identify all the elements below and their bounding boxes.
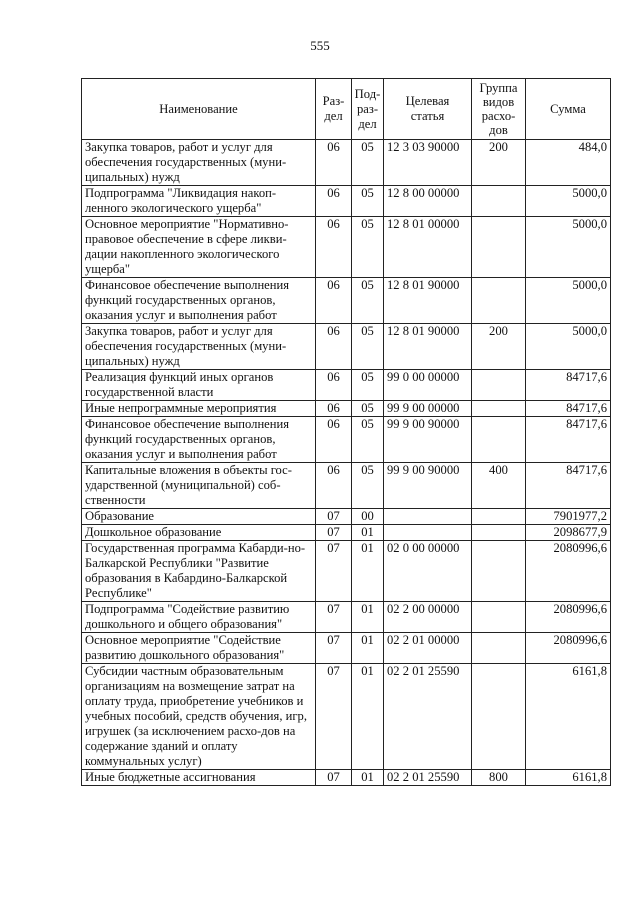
cell-razdel: 06 (316, 463, 352, 509)
cell-podrazdel: 05 (352, 278, 384, 324)
cell-name: Основное мероприятие "Содействие развитию дошкольного образования" (82, 633, 316, 664)
cell-name: Подпрограмма "Содействие развитию дошкольного и общего образования" (82, 602, 316, 633)
cell-name: Государственная программа Кабарди-но-Балкарской Республики "Развитие образования в Кабардино-Балкарской Республике" (82, 541, 316, 602)
table-row (82, 217, 611, 278)
cell-sum: 484,0 (526, 140, 611, 186)
table-row (82, 525, 611, 541)
cell-group (472, 509, 526, 525)
cell-target: 99 9 00 90000 (384, 417, 472, 463)
cell-name: Реализация функций иных органов государственной власти (82, 370, 316, 401)
cell-podrazdel: 01 (352, 664, 384, 770)
cell-sum: 2080996,6 (526, 602, 611, 633)
cell-sum: 5000,0 (526, 217, 611, 278)
cell-razdel: 06 (316, 140, 352, 186)
cell-podrazdel: 05 (352, 140, 384, 186)
table-row (82, 278, 611, 324)
header-group: Группа видов расхо- дов (472, 79, 526, 140)
cell-sum: 84717,6 (526, 417, 611, 463)
cell-name: Иные бюджетные ассигнования (82, 770, 316, 786)
cell-group (472, 278, 526, 324)
cell-target: 12 8 00 00000 (384, 186, 472, 217)
cell-podrazdel: 01 (352, 541, 384, 602)
table-row (82, 324, 611, 370)
cell-podrazdel: 05 (352, 417, 384, 463)
cell-podrazdel: 05 (352, 463, 384, 509)
table-row (82, 602, 611, 633)
cell-razdel: 07 (316, 770, 352, 786)
cell-razdel: 06 (316, 417, 352, 463)
cell-target: 12 3 03 90000 (384, 140, 472, 186)
header-razdel: Раз- дел (316, 79, 352, 140)
cell-name: Финансовое обеспечение выполнения функций государственных органов, оказания услуг и выполнения работ (82, 417, 316, 463)
header-podrazdel: Под- раз- дел (352, 79, 384, 140)
cell-name: Финансовое обеспечение выполнения функций государственных органов, оказания услуг и выполнения работ (82, 278, 316, 324)
table-row (82, 664, 611, 770)
cell-sum: 5000,0 (526, 324, 611, 370)
cell-name: Закупка товаров, работ и услуг для обеспечения государственных (муни-ципальных) нужд (82, 324, 316, 370)
cell-group (472, 401, 526, 417)
table-row (82, 770, 611, 786)
cell-sum: 5000,0 (526, 186, 611, 217)
cell-target: 02 2 01 25590 (384, 664, 472, 770)
cell-podrazdel: 05 (352, 186, 384, 217)
cell-sum: 84717,6 (526, 370, 611, 401)
cell-podrazdel: 00 (352, 509, 384, 525)
cell-razdel: 07 (316, 633, 352, 664)
cell-razdel: 06 (316, 401, 352, 417)
table-row (82, 401, 611, 417)
cell-razdel: 07 (316, 602, 352, 633)
cell-name: Закупка товаров, работ и услуг для обеспечения государственных (муни-ципальных) нужд (82, 140, 316, 186)
table-row (82, 417, 611, 463)
cell-target (384, 509, 472, 525)
cell-group (472, 186, 526, 217)
cell-group (472, 541, 526, 602)
budget-table (81, 78, 611, 786)
cell-name: Субсидии частным образовательным организациям на возмещение затрат на оплату труда, приобретение учебников и учебных пособий, средств обучения, игр, игрушек (за исключением расхо-дов на содержание зданий и оплату коммунальных услуг) (82, 664, 316, 770)
cell-sum: 2080996,6 (526, 541, 611, 602)
cell-podrazdel: 05 (352, 370, 384, 401)
cell-group (472, 525, 526, 541)
cell-razdel: 06 (316, 370, 352, 401)
cell-target: 02 2 01 25590 (384, 770, 472, 786)
cell-target: 99 0 00 00000 (384, 370, 472, 401)
cell-target (384, 525, 472, 541)
cell-podrazdel: 05 (352, 324, 384, 370)
cell-sum: 6161,8 (526, 770, 611, 786)
cell-group (472, 602, 526, 633)
table-row (82, 186, 611, 217)
cell-sum: 5000,0 (526, 278, 611, 324)
cell-podrazdel: 05 (352, 217, 384, 278)
cell-razdel: 06 (316, 278, 352, 324)
table-row (82, 140, 611, 186)
cell-name: Подпрограмма "Ликвидация накоп-ленного экологического ущерба" (82, 186, 316, 217)
cell-group (472, 664, 526, 770)
cell-group (472, 633, 526, 664)
table-header-row (82, 79, 611, 140)
cell-sum: 7901977,2 (526, 509, 611, 525)
table-row (82, 541, 611, 602)
cell-group (472, 370, 526, 401)
cell-group: 400 (472, 463, 526, 509)
cell-razdel: 06 (316, 186, 352, 217)
cell-podrazdel: 01 (352, 525, 384, 541)
cell-podrazdel: 01 (352, 770, 384, 786)
cell-sum: 2080996,6 (526, 633, 611, 664)
cell-target: 12 8 01 00000 (384, 217, 472, 278)
cell-group: 200 (472, 324, 526, 370)
cell-podrazdel: 01 (352, 633, 384, 664)
cell-sum: 6161,8 (526, 664, 611, 770)
cell-razdel: 07 (316, 664, 352, 770)
cell-razdel: 07 (316, 541, 352, 602)
cell-target: 12 8 01 90000 (384, 278, 472, 324)
cell-target: 99 9 00 90000 (384, 463, 472, 509)
table-row (82, 370, 611, 401)
table-row (82, 463, 611, 509)
cell-group: 200 (472, 140, 526, 186)
table-row (82, 633, 611, 664)
header-name: Наименование (82, 79, 316, 140)
cell-target: 12 8 01 90000 (384, 324, 472, 370)
cell-razdel: 06 (316, 217, 352, 278)
header-target: Целевая статья (384, 79, 472, 140)
cell-target: 02 0 00 00000 (384, 541, 472, 602)
cell-razdel: 07 (316, 509, 352, 525)
page-number: 555 (310, 38, 330, 53)
cell-target: 02 2 00 00000 (384, 602, 472, 633)
cell-name: Дошкольное образование (82, 525, 316, 541)
cell-group (472, 217, 526, 278)
cell-sum: 84717,6 (526, 463, 611, 509)
cell-sum: 2098677,9 (526, 525, 611, 541)
table-row (82, 509, 611, 525)
cell-group: 800 (472, 770, 526, 786)
cell-razdel: 07 (316, 525, 352, 541)
cell-name: Образование (82, 509, 316, 525)
header-sum: Сумма (526, 79, 611, 140)
cell-podrazdel: 01 (352, 602, 384, 633)
cell-name: Основное мероприятие "Нормативно-правовое обеспечение в сфере ликви-дации накопленного экологического ущерба" (82, 217, 316, 278)
cell-name: Иные непрограммные мероприятия (82, 401, 316, 417)
cell-target: 02 2 01 00000 (384, 633, 472, 664)
cell-group (472, 417, 526, 463)
cell-name: Капитальные вложения в объекты гос-ударственной (муниципальной) соб-ственности (82, 463, 316, 509)
cell-podrazdel: 05 (352, 401, 384, 417)
table-body (82, 140, 611, 786)
cell-razdel: 06 (316, 324, 352, 370)
cell-sum: 84717,6 (526, 401, 611, 417)
cell-target: 99 9 00 00000 (384, 401, 472, 417)
